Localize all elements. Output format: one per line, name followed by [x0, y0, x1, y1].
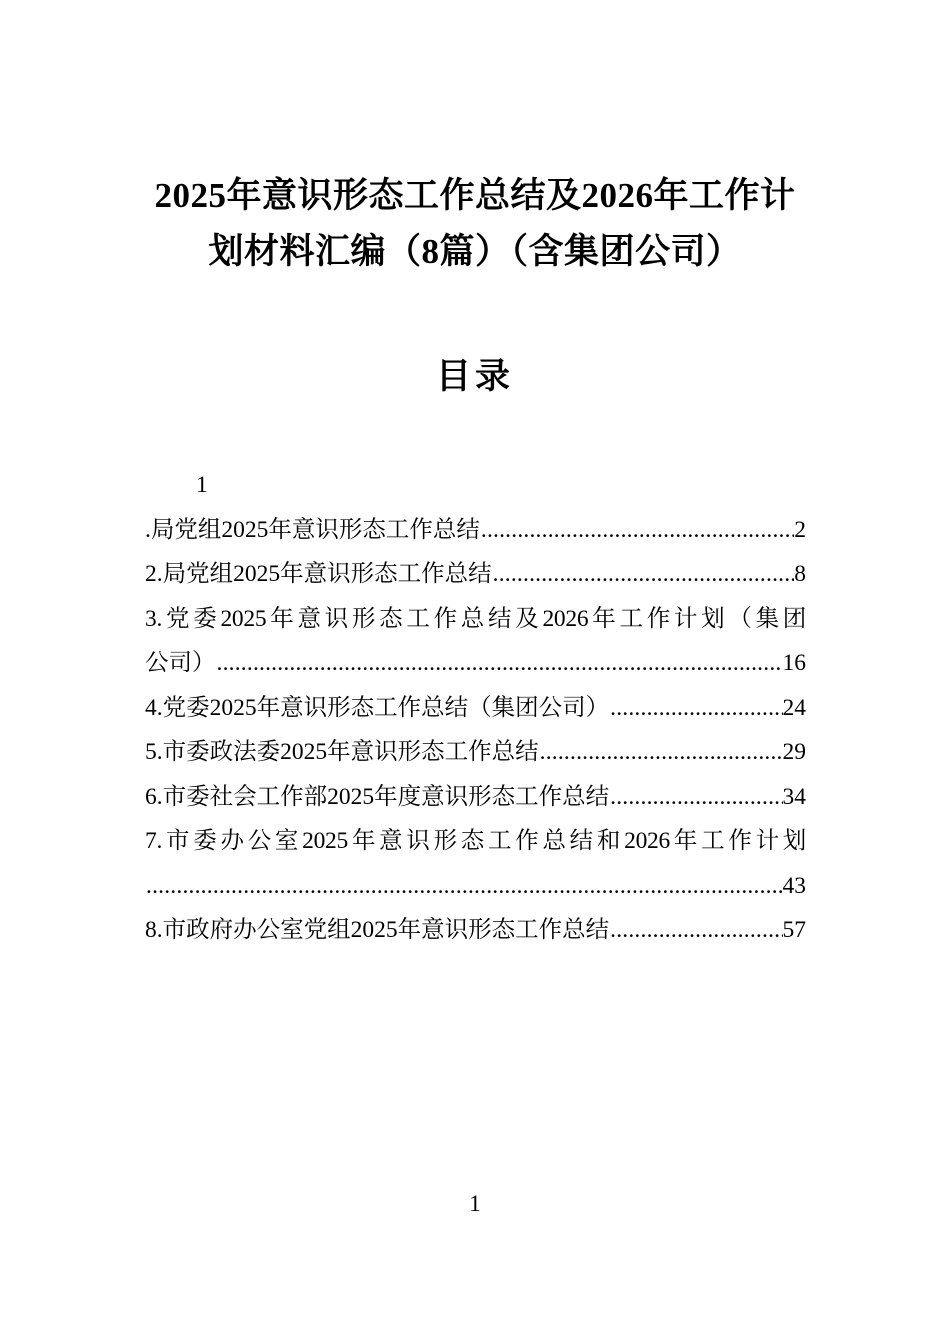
toc-entry-page: 29 — [782, 739, 806, 765]
toc-entry-page: 34 — [782, 783, 806, 810]
title-line-2: 划材料汇编（8篇）（含集团公司） — [208, 232, 742, 271]
toc-dot-leader — [609, 686, 782, 731]
toc-entry-page: 43 — [782, 872, 806, 899]
document-title — [145, 168, 805, 280]
toc-orphan-number: 1 — [196, 472, 208, 498]
toc-entry-3-line1[interactable]: 3.党委2025年意识形态工作总结及2026年工作计划（集团 — [145, 605, 806, 632]
page-number: 1 — [469, 1191, 481, 1216]
toc-dot-leader — [539, 730, 783, 775]
toc-entry-1[interactable] — [145, 508, 806, 553]
toc-entry-5[interactable] — [145, 730, 806, 775]
toc-entry-label: 6.市委社会工作部2025年度意识形态工作总结 — [145, 783, 610, 810]
toc-entry-label: 公司） — [145, 650, 216, 676]
toc-entry-label: 5.市委政法委2025年意识形态工作总结 — [145, 739, 539, 765]
toc-entry-label: 4.党委2025年意识形态工作总结（集团公司） — [145, 694, 610, 721]
toc-entry-label: .局党组2025年意识形态工作总结 — [145, 516, 480, 543]
toc-entry-2[interactable] — [145, 552, 806, 597]
toc-dot-leader — [216, 641, 783, 686]
toc-entry-page: 16 — [782, 650, 806, 676]
toc-heading: 目录 — [435, 357, 514, 396]
toc-entry-page: 57 — [782, 917, 806, 943]
toc-dot-leader — [609, 775, 782, 820]
toc-entry-4[interactable] — [145, 686, 806, 731]
toc-entry-3[interactable] — [145, 641, 806, 686]
toc-entry-6[interactable] — [145, 775, 806, 820]
toc-entry-7[interactable] — [145, 864, 806, 909]
toc-entry-label: 8.市政府办公室党组2025年意识形态工作总结 — [145, 917, 610, 943]
toc-dot-leader — [609, 908, 782, 953]
toc-entry-page: 8 — [794, 561, 806, 587]
toc-entry-7-line1[interactable]: 7.市委办公室2025年意识形态工作总结和2026年工作计划 — [145, 828, 806, 854]
toc-dot-leader — [480, 508, 794, 553]
toc-dot-leader — [145, 864, 783, 909]
toc-entry-label: 2.局党组2025年意识形态工作总结 — [145, 561, 492, 587]
toc-entry-page: 2 — [794, 516, 806, 543]
toc-dot-leader — [492, 552, 795, 597]
toc-entry-8[interactable] — [145, 908, 806, 953]
toc-entry-page: 24 — [782, 694, 806, 721]
title-line-1: 2025年意识形态工作总结及2026年工作计 — [154, 176, 796, 215]
table-of-contents — [145, 463, 806, 953]
